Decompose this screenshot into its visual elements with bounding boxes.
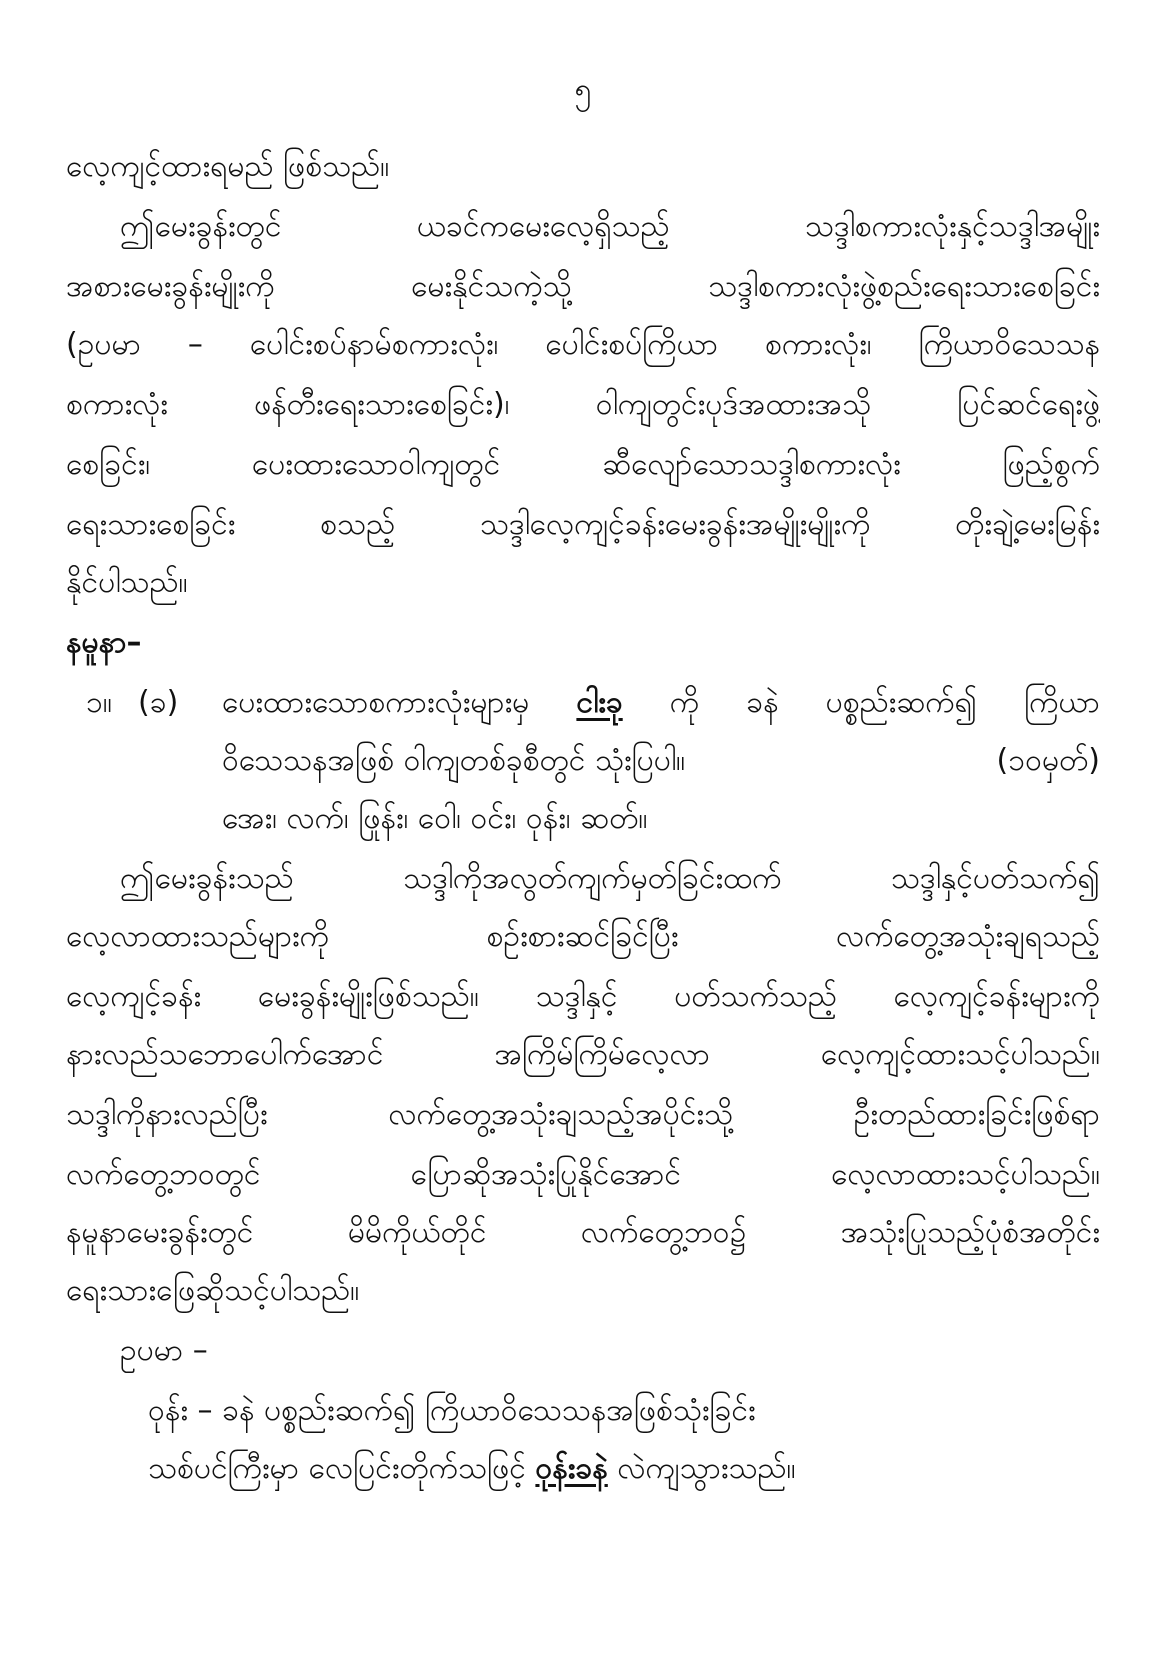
paragraph-line: ရေးသားစေခြင်း စသည့် သဒ္ဒါလေ့ကျင့်ခန်းမေးခွန်းအမျိုးမျိုးကို တိုးချဲ့မေးမြန်း <box>66 507 1100 542</box>
paragraph-line: နမူနာမေးခွန်းတွင် မိမိကိုယ်တိုင် လက်တွေ့ဘဝ၌ အသုံးပြုသည့်ပုံစံအတိုင်း <box>66 1215 1100 1250</box>
underlined-term: ငါးခု <box>576 685 623 720</box>
paragraph-line: စေခြင်း၊ ပေးထားသောဝါကျတွင် ဆီလျော်သောသဒ္ဒါစကားလုံး ဖြည့်စွက် <box>66 447 1100 482</box>
example-text: လဲကျသွားသည်။ <box>607 1451 796 1486</box>
underlined-term: ဝုန်းခနဲ <box>535 1451 608 1486</box>
example-line <box>148 1442 1100 1496</box>
example-line: ဝုန်း – ခနဲ ပစ္စည်းဆက်၍ ကြိယာဝိသေသနအဖြစ်သုံးခြင်း <box>148 1393 756 1428</box>
paragraph-line: (ဥပမာ – ပေါင်းစပ်နာမ်စကားလုံး၊ ပေါင်းစပ်ကြိယာ စကားလုံး၊ ကြိယာဝိသေသန <box>66 327 1100 362</box>
paragraph-line: ရေးသားဖြေဆိုသင့်ပါသည်။ <box>66 1273 360 1308</box>
question-text: ကို ခနဲ ပစ္စည်းဆက်၍ ကြိယာ <box>622 685 1100 720</box>
question-marks: (၁၀မှတ်) <box>996 743 1100 778</box>
question-line <box>222 676 1100 730</box>
word-list: အေး၊ လက်၊ ဖြုန်း၊ ဝေါ၊ ဝင်း၊ ဝုန်း၊ ဆတ်။ <box>222 801 648 836</box>
question-number: ၁။ <box>86 685 112 720</box>
paragraph-line: အစားမေးခွန်းမျိုးကို မေးနိုင်သကဲ့သို့ သဒ္ဒါစကားလုံးဖွဲ့စည်းရေးသားစေခြင်း <box>66 269 1100 304</box>
paragraph-line: လက်တွေ့ဘဝတွင် ပြောဆိုအသုံးပြုနိုင်အောင် လေ့လာထားသင့်ပါသည်။ <box>66 1157 1100 1192</box>
paragraph-line: လေ့လာထားသည်များကို စဉ်းစားဆင်ခြင်ပြီး လက်တွေ့အသုံးချရသည့် <box>66 919 1100 954</box>
example-label: ဥပမာ – <box>120 1333 208 1368</box>
paragraph-line: ဤမေးခွန်းသည် သဒ္ဒါကိုအလွတ်ကျက်မှတ်ခြင်းထက် သဒ္ဒါနှင့်ပတ်သက်၍ <box>120 861 1100 896</box>
paragraph-line: လေ့ကျင့်ထားရမည် ဖြစ်သည်။ <box>66 149 390 184</box>
question-line: ဝိသေသနအဖြစ် ဝါကျတစ်ခုစီတွင် သုံးပြပါ။ <box>222 743 686 778</box>
paragraph-line: ဤမေးခွန်းတွင် ယခင်ကမေးလေ့ရှိသည့် သဒ္ဒါစကားလုံးနှင့်သဒ္ဒါအမျိုး <box>120 209 1100 244</box>
page-number: ၅ <box>574 72 592 107</box>
paragraph-line: နားလည်သဘောပေါက်အောင် အကြိမ်ကြိမ်လေ့လာ လေ့ကျင့်ထားသင့်ပါသည်။ <box>66 1037 1100 1072</box>
question-subnumber: (ခ) <box>138 685 179 720</box>
paragraph-line: စကားလုံး ဖန်တီးရေးသားစေခြင်း)၊ ဝါကျတွင်းပုဒ်အထားအသို ပြင်ဆင်ရေးဖွဲ့ <box>66 387 1100 422</box>
paragraph-line: သဒ္ဒါကိုနားလည်ပြီး လက်တွေ့အသုံးချသည့်အပိုင်းသို့ ဦးတည်ထားခြင်းဖြစ်ရာ <box>66 1097 1100 1132</box>
example-text: သစ်ပင်ကြီးမှာ လေပြင်းတိုက်သဖြင့် <box>148 1451 536 1486</box>
section-heading: နမူနာ– <box>66 625 142 660</box>
paragraph-line: လေ့ကျင့်ခန်း မေးခွန်းမျိုးဖြစ်သည်။ သဒ္ဒါနှင့် ပတ်သက်သည့် လေ့ကျင့်ခန်းများကို <box>66 979 1100 1014</box>
paragraph-line: နိုင်ပါသည်။ <box>66 565 188 600</box>
question-text: ပေးထားသောစကားလုံးများမှ <box>222 685 577 720</box>
